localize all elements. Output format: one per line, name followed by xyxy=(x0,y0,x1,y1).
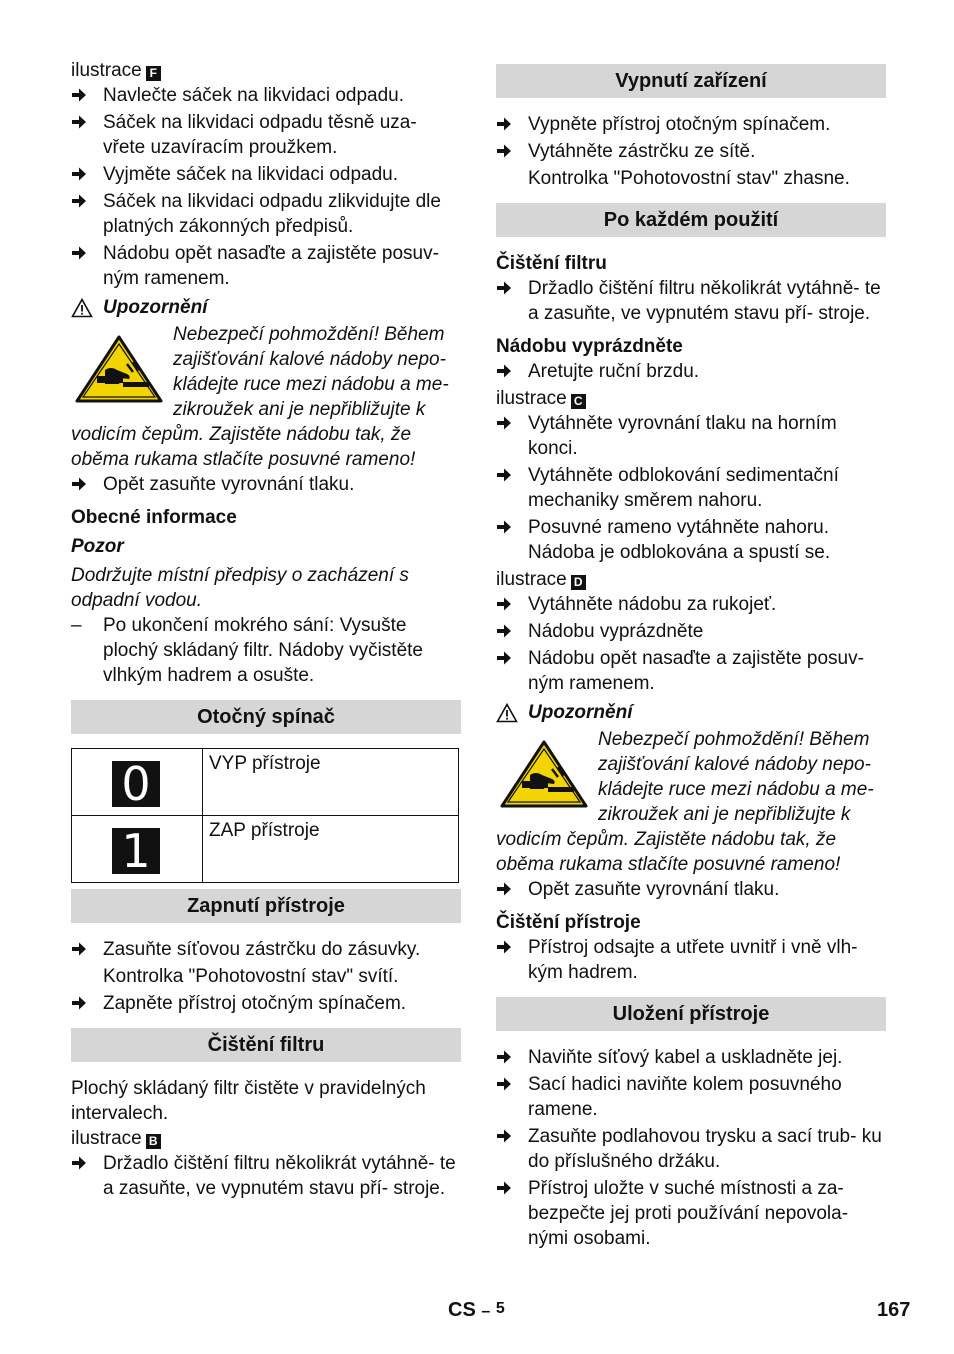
arrow-right-icon xyxy=(71,166,87,182)
warning-triangle-icon xyxy=(71,298,93,318)
arrow-right-icon xyxy=(496,881,512,897)
table-cell xyxy=(72,749,203,816)
illustration-letter: C xyxy=(571,394,586,409)
warning-heading: Upozornění xyxy=(496,700,886,725)
section-heading: Čištění filtru xyxy=(71,1028,461,1062)
footer-section-ref: CS – 5 xyxy=(448,1299,505,1321)
list-item: Nádobu vyprázdněte xyxy=(496,619,886,644)
result-text: Kontrolka "Pohotovostní stav" zhasne. xyxy=(528,168,850,189)
section-heading: Otočný spínač xyxy=(71,700,461,734)
list-item: Přístroj uložte v suché místnosti a za- bezpečte jej proti používání nepovola- nými osobami. xyxy=(496,1176,886,1251)
list-item: Přístroj odsajte a utřete uvnitř i vně vlh- kým hadrem. xyxy=(496,935,886,985)
arrow-right-icon xyxy=(496,280,512,296)
illustration-letter: D xyxy=(571,575,586,590)
table-cell: ZAP přístroje xyxy=(203,816,459,883)
illustration-letter: F xyxy=(146,66,161,81)
section-subheading: Obecné informace xyxy=(71,507,237,528)
section-heading: Uložení přístroje xyxy=(496,997,886,1031)
list-item: – Po ukončení mokrého sání: Vysušte plochý skládaný filtr. Nádoby vyčistěte vlhkým hadrem a osušte. xyxy=(71,615,423,686)
list-item: Držadlo čištění filtru několikrát vytáhně- te a zasuňte, ve vypnutém stavu pří- stroje. xyxy=(71,1151,461,1201)
illustration-letter: B xyxy=(146,1134,161,1149)
arrow-right-icon xyxy=(496,116,512,132)
list-item: Opět zasuňte vyrovnání tlaku. xyxy=(71,472,461,497)
section-subheading: Čištění filtru xyxy=(496,253,607,274)
arrow-right-icon xyxy=(496,467,512,483)
list-item: Vytáhněte zástrčku ze sítě. xyxy=(496,139,886,164)
table-cell: VYP přístroje xyxy=(203,749,459,816)
list-item: Zapněte přístroj otočným spínačem. xyxy=(71,991,461,1016)
list-item: Opět zasuňte vyrovnání tlaku. xyxy=(496,877,886,902)
arrow-right-icon xyxy=(496,650,512,666)
arrow-right-icon xyxy=(496,596,512,612)
result-text: Kontrolka "Pohotovostní stav" svítí. xyxy=(103,966,399,987)
warning-text: Nebezpečí pohmoždění! Během zajišťování kalové nádoby nepo- kládejte ruce mezi nádobu a me- zikroužek ani je nepřibližujte k vodicím čepům. Zajistěte nádobu tak, že oběma rukama stlačíte posuvné rameno! xyxy=(71,324,449,470)
arrow-right-icon xyxy=(71,87,87,103)
section-heading: Zapnutí přístroje xyxy=(71,889,461,923)
table-row xyxy=(72,749,459,816)
list-item: Vytáhněte vyrovnání tlaku na horním konci. xyxy=(496,411,886,461)
list-item: Vypněte přístroj otočným spínačem. xyxy=(496,112,886,137)
list-item: Sáček na likvidaci odpadu těsně uza- vřete uzavíracím proužkem. xyxy=(71,110,461,160)
list-item: Naviňte síťový kabel a uskladněte jej. xyxy=(496,1045,886,1070)
result-text: Nádoba je odblokována a spustí se. xyxy=(528,542,831,563)
list-item: Navlečte sáček na likvidaci odpadu. xyxy=(71,83,461,108)
arrow-right-icon xyxy=(71,476,87,492)
list-item: Sáček na likvidaci odpadu zlikvidujte dle platných zákonných předpisů. xyxy=(71,189,461,239)
switch-off-symbol: 0 xyxy=(112,761,160,807)
arrow-right-icon xyxy=(496,143,512,159)
switch-on-symbol: 1 xyxy=(112,828,160,874)
caution-title: Pozor xyxy=(71,536,124,557)
arrow-right-icon xyxy=(496,519,512,535)
arrow-right-icon xyxy=(71,941,87,957)
list-item: Držadlo čištění filtru několikrát vytáhně- te a zasuňte, ve vypnutém stavu pří- stroje. xyxy=(496,276,886,326)
table-row xyxy=(72,816,459,883)
illustration-ref: ilustrace F xyxy=(71,58,461,83)
list-item: Zasuňte síťovou zástrčku do zásuvky. xyxy=(71,937,461,962)
list-item: Nádobu opět nasaďte a zajistěte posuv- ným ramenem. xyxy=(71,241,461,291)
switch-table xyxy=(71,748,459,883)
list-item: Zasuňte podlahovou trysku a sací trub- ku do příslušného držáku. xyxy=(496,1124,886,1174)
arrow-right-icon xyxy=(496,1128,512,1144)
section-subheading: Nádobu vyprázdněte xyxy=(496,336,683,357)
page-number: 167 xyxy=(877,1299,911,1321)
crush-hazard-icon xyxy=(75,334,163,404)
list-item: Posuvné rameno vytáhněte nahoru. xyxy=(496,515,886,540)
caution-text: Dodržujte místní předpisy o zacházení s odpadní vodou. xyxy=(71,565,409,611)
arrow-right-icon xyxy=(496,1076,512,1092)
table-cell xyxy=(72,816,203,883)
illustration-ref: ilustrace B xyxy=(71,1126,461,1151)
list-item: Aretujte ruční brzdu. xyxy=(496,359,886,384)
list-item: Vytáhněte nádobu za rukojeť. xyxy=(496,592,886,617)
arrow-right-icon xyxy=(71,245,87,261)
arrow-right-icon xyxy=(71,1155,87,1171)
arrow-right-icon xyxy=(496,363,512,379)
section-subheading: Čištění přístroje xyxy=(496,912,641,933)
crush-hazard-icon xyxy=(500,739,588,809)
arrow-right-icon xyxy=(496,1180,512,1196)
right-column xyxy=(496,58,886,1253)
warning-text: Nebezpečí pohmoždění! Během zajišťování kalové nádoby nepo- kládejte ruce mezi nádobu a me- zikroužek ani je nepřibližujte k vodicím čepům. Zajistěte nádobu tak, že oběma rukama stlačíte posuvné rameno! xyxy=(496,729,874,875)
section-heading: Po každém použití xyxy=(496,203,886,237)
left-column xyxy=(71,58,461,1203)
arrow-right-icon xyxy=(496,623,512,639)
list-item: Sací hadici naviňte kolem posuvného ramene. xyxy=(496,1072,886,1122)
illustration-ref: ilustrace C xyxy=(496,386,886,411)
list-item: Vytáhněte odblokování sedimentační mechaniky směrem nahoru. xyxy=(496,463,886,513)
illustration-ref: ilustrace D xyxy=(496,567,886,592)
arrow-right-icon xyxy=(496,1049,512,1065)
list-item: Vyjměte sáček na likvidaci odpadu. xyxy=(71,162,461,187)
arrow-right-icon xyxy=(496,939,512,955)
list-item: Nádobu opět nasaďte a zajistěte posuv- ným ramenem. xyxy=(496,646,886,696)
dash-marker: – xyxy=(71,615,82,636)
paragraph: Plochý skládaný filtr čistěte v pravidelných intervalech. xyxy=(71,1078,426,1124)
arrow-right-icon xyxy=(71,193,87,209)
arrow-right-icon xyxy=(496,415,512,431)
warning-triangle-icon xyxy=(496,703,518,723)
section-heading: Vypnutí zařízení xyxy=(496,64,886,98)
arrow-right-icon xyxy=(71,995,87,1011)
warning-heading: Upozornění xyxy=(71,295,461,320)
arrow-right-icon xyxy=(71,114,87,130)
